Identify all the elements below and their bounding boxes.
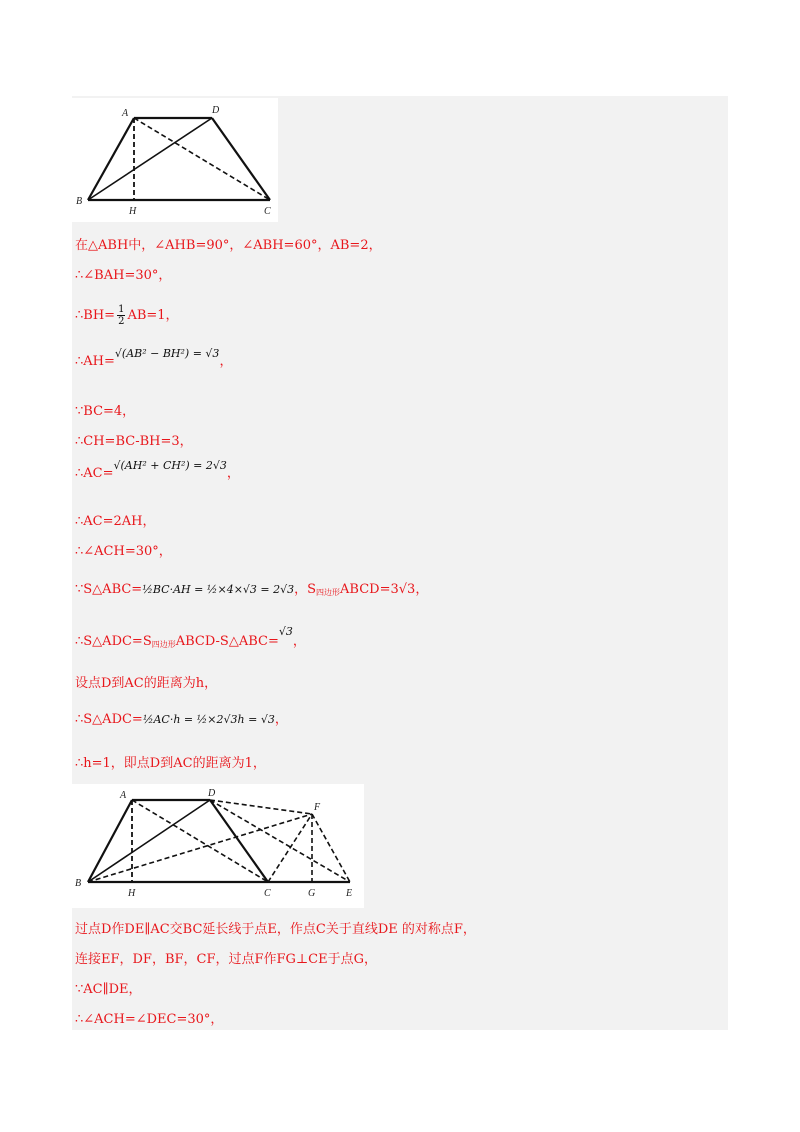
label-a: A — [120, 790, 127, 801]
text-line-8: ∴AC=2AH， — [75, 514, 156, 529]
text-line-15: 过点D作DE∥AC交BC延长线于点E，作点C关于直线DE 的对称点F， — [75, 922, 476, 937]
text-line-3: ∴BH= $\frac{1}{2}$ AB=1， — [75, 304, 179, 327]
text-line-16: 连接EF，DF，BF，CF，过点F作FG⊥CE于点G， — [75, 952, 377, 967]
segment-dc — [212, 118, 270, 200]
label-h: H — [129, 206, 137, 217]
segment-de — [210, 800, 350, 882]
label-c: C — [264, 206, 271, 217]
text-line-2: ∴∠BAH=30°， — [75, 268, 172, 283]
figure-extended-svg — [72, 784, 364, 908]
segment-cf — [268, 814, 312, 882]
formula-ah: √(AB² − BH²) = √3 — [114, 347, 220, 360]
segment-bd — [88, 118, 212, 200]
text-line-7: ∴AC=$^{√(AH^2 + CH^2) = 2√3}$， — [75, 459, 240, 481]
segment-ab — [88, 118, 134, 200]
text-line-13: ∴S△ADC=½AC·h = ½×2√3h = √3， — [75, 712, 288, 727]
formula-ac: √(AH² + CH²) = 2√3 — [113, 459, 227, 472]
label-e: E — [346, 888, 353, 899]
text-line-17: ∵AC∥DE， — [75, 982, 142, 997]
text-line-9: ∴∠ACH=30°， — [75, 544, 172, 559]
segment-ac — [132, 800, 268, 882]
text-line-10: ∵S△ABC=½BC·AH = ½×4×√3 = 2√3，$S_{四边形}ABCD=3√3$， — [75, 582, 429, 597]
segment-ab — [88, 800, 132, 882]
segment-bd — [88, 800, 210, 882]
segment-ac — [134, 118, 270, 200]
fraction-half: $\frac{1}{2}$ — [118, 304, 125, 327]
label-d: D — [208, 788, 216, 799]
label-a: A — [122, 108, 129, 119]
segment-df — [210, 800, 312, 814]
label-h: H — [128, 888, 136, 899]
label-b: B — [76, 196, 83, 207]
text-line-18: ∴∠ACH=∠DEC=30°， — [75, 1012, 224, 1027]
label-f: F — [314, 802, 321, 813]
label-d: D — [212, 105, 220, 116]
text-line-1: 在△ABH中，∠AHB=90°，∠ABH=60°，AB=2， — [75, 238, 382, 253]
label-c: C — [264, 888, 271, 899]
text-line-5: ∵BC=4， — [75, 404, 136, 419]
segment-bf — [88, 814, 312, 882]
figure-trapezoid-svg — [72, 98, 278, 222]
label-g: G — [308, 888, 316, 899]
text-line-11: $\therefore S\triangle ADC=S_{四边形}ABCD-S\triangle ABC=^{√3}$， — [75, 625, 306, 649]
figure-trapezoid — [72, 98, 278, 222]
formula-area-adc: ½AC·h = ½×2√3h = √3 — [142, 713, 275, 726]
text-line-6: ∴CH=BC-BH=3， — [75, 434, 193, 449]
segment-ef — [312, 814, 350, 882]
formula-area-abc: ½BC·AH = ½×4×√3 = 2√3 — [142, 583, 295, 596]
segment-dc — [210, 800, 268, 882]
figure-extended — [72, 784, 364, 908]
text-line-12: 设点D到AC的距离为h， — [75, 676, 218, 691]
text-line-14: ∴h=1，即点D到AC的距离为1， — [75, 756, 266, 771]
label-b: B — [75, 878, 82, 889]
text-line-4: ∴AH=$^{√(AB^2 - BH^2) = √3}$， — [75, 347, 233, 369]
formula-sqrt3: √3 — [278, 625, 293, 638]
